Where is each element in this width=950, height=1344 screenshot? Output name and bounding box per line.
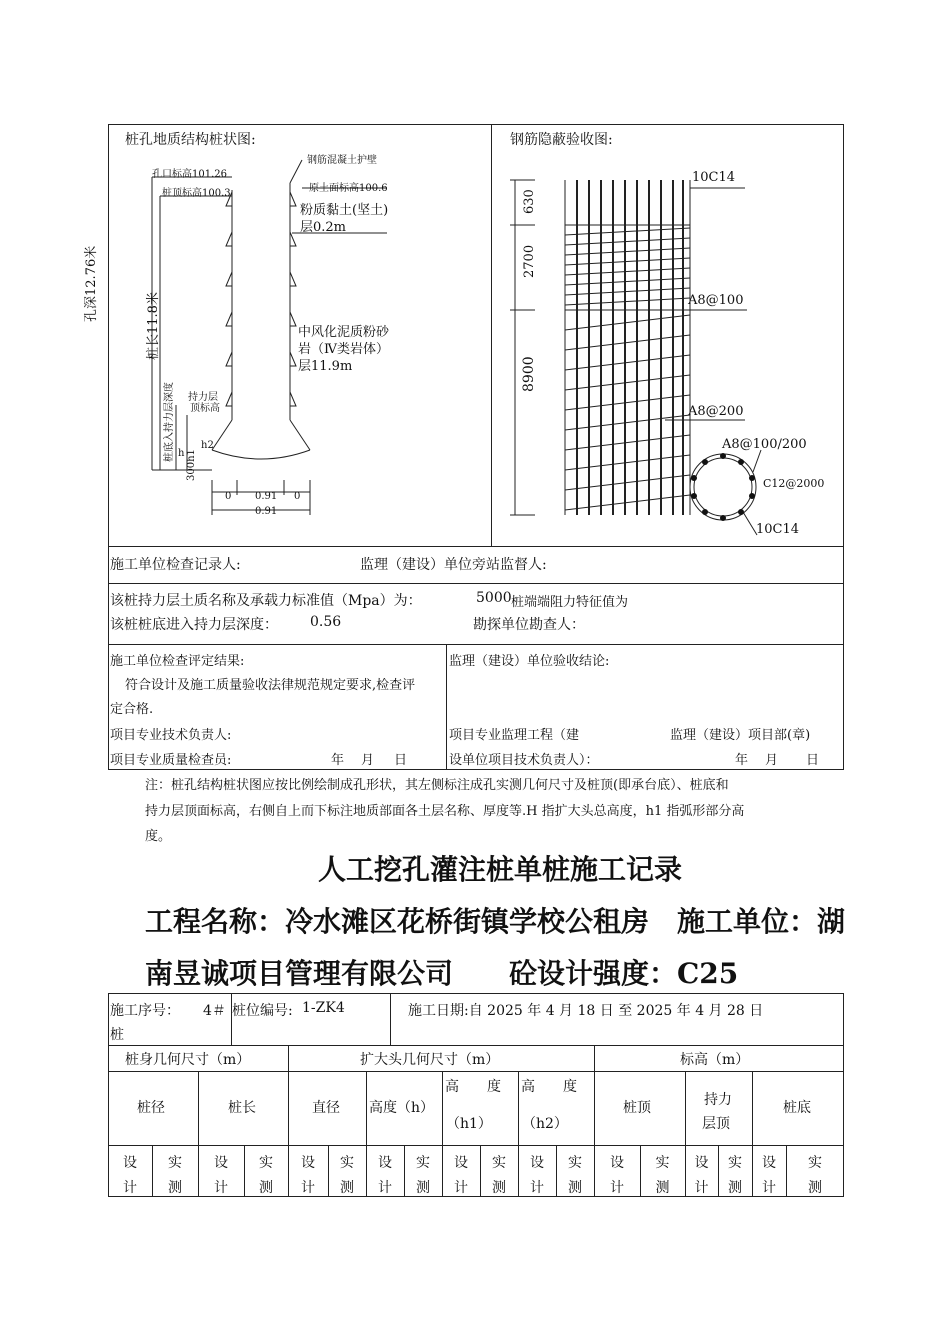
record-vline-pos <box>390 993 391 1045</box>
right-day: 日 <box>806 753 820 768</box>
design-label: 设 <box>214 1155 228 1171</box>
record-hline-2 <box>108 1071 844 1072</box>
measured-label: 测 <box>168 1180 182 1196</box>
h-label: h <box>178 448 185 459</box>
left-month: 月 <box>361 753 375 768</box>
measured-label: 实 <box>655 1155 670 1171</box>
measured-label: 测 <box>340 1180 354 1196</box>
record-vline-c7 <box>685 1071 686 1197</box>
measured-label: 实 <box>259 1155 273 1171</box>
design-label: 计 <box>762 1180 776 1196</box>
soil-tail: 桩端端阻力特征值为 <box>511 595 629 610</box>
wall-label: 钢筋混凝土护壁 <box>307 155 377 166</box>
frame-vline-bottom <box>446 644 447 770</box>
tech-lead-label: 项目专业技术负责人: <box>110 728 232 743</box>
col-h1-b: （h1） <box>446 1116 492 1132</box>
frame-hline-2 <box>108 583 844 584</box>
measured-label: 实 <box>808 1155 822 1171</box>
design-label: 设 <box>610 1155 624 1171</box>
col-bearing-b: 层顶 <box>702 1116 730 1132</box>
right-year: 年 <box>735 753 749 768</box>
date-range: 施工日期:自 2025 年 4 月 18 日 至 2025 年 4 月 28 日 <box>408 1003 764 1019</box>
design-label: 计 <box>301 1180 315 1196</box>
design-label: 设 <box>530 1155 544 1171</box>
design-label: 计 <box>610 1180 624 1196</box>
group-elev: 标高（m） <box>680 1052 750 1068</box>
measured-label: 测 <box>416 1180 430 1196</box>
soil-value: 5000 <box>476 590 512 606</box>
check-recorder-label: 施工单位检查记录人: <box>110 557 241 573</box>
left-sketch-title: 桩孔地质结构桩状图: <box>125 132 256 148</box>
sup-tech-label: 设单位项目技术负责人）： <box>449 753 599 768</box>
depth-label: 该桩桩底进入持力层深度： <box>110 617 278 633</box>
col-h2-a: 高 度 <box>521 1079 577 1095</box>
measured-label: 实 <box>492 1155 506 1171</box>
design-label: 计 <box>378 1180 392 1196</box>
measured-label: 测 <box>568 1180 582 1196</box>
rebar-main-bottom: 10C14 <box>756 522 800 537</box>
page-title: 人工挖孔灌注桩单桩施工记录 <box>317 853 682 886</box>
pos-label: 桩位编号: <box>232 1003 293 1019</box>
seq-label: 施工序号： <box>110 1003 180 1019</box>
record-hline-1 <box>108 1045 844 1046</box>
right-sketch-title: 钢筋隐蔽验收图: <box>510 132 613 148</box>
depth-value: 0.56 <box>310 614 342 630</box>
right-month: 月 <box>765 753 779 768</box>
eval-text-2: 定合格. <box>110 702 154 717</box>
col-h1-a: 高 度 <box>445 1079 501 1095</box>
ground-elev: 原土面标高100.6 <box>309 183 388 194</box>
dim-left-0: 0 <box>225 491 232 502</box>
layer1-thickness: 层0.2m <box>300 220 347 235</box>
survey-label: 勘探单位勘查人： <box>473 617 585 633</box>
col-head-h: 高度（h） <box>369 1100 435 1116</box>
eval-text-1: 符合设计及施工质量验收法律规范规定要求,检查评 <box>125 678 416 693</box>
supervise-label: 监理（建设）单位旁站监督人: <box>360 557 547 573</box>
col-pile-top: 桩顶 <box>623 1100 651 1116</box>
measured-label: 测 <box>808 1180 822 1196</box>
design-label: 计 <box>530 1180 544 1196</box>
record-vline-c5 <box>518 1071 519 1197</box>
soil-line-label: 该桩持力层土质名称及承载力标准值（Mpa）为： <box>110 593 422 609</box>
sup-title: 监理（建设）单位验收结论: <box>449 654 610 669</box>
eval-title: 施工单位检查评定结果: <box>110 654 245 669</box>
measured-label: 实 <box>728 1155 742 1171</box>
design-label: 设 <box>301 1155 315 1171</box>
record-vline-g2 <box>594 1045 595 1197</box>
pile-top-elev: 桩顶标高100.3 <box>162 188 231 199</box>
pos-value: 1-ZK4 <box>302 1000 345 1016</box>
design-label: 计 <box>454 1180 468 1196</box>
design-label: 设 <box>762 1155 776 1171</box>
layer2-class: 岩（Ⅳ类岩体） <box>298 342 389 357</box>
note-line-1: 注：桩孔结构桩状图应按比例绘制成孔形状，其左侧标注成孔实测几何尺寸及桩顶(即承台底）、桩底和 <box>145 778 729 793</box>
measured-label: 测 <box>492 1180 506 1196</box>
col-head-dia: 直径 <box>312 1100 340 1116</box>
record-hline-3 <box>108 1145 844 1146</box>
hole-top-elev: 孔口标高101.26 <box>152 169 227 180</box>
note-line-3: 度。 <box>145 829 172 844</box>
measured-label: 实 <box>568 1155 582 1171</box>
col-pile-dia: 桩径 <box>137 1100 165 1116</box>
seq-tail: 桩 <box>110 1027 124 1043</box>
seq-value: 4＃ <box>203 1003 226 1019</box>
h2-label: h2 <box>201 440 214 451</box>
group-head: 扩大头几何尺寸（m） <box>360 1052 500 1068</box>
dim-8900: 8900 <box>521 356 537 392</box>
project-line-2: 南昱诚项目管理有限公司 砼设计强度：C25 <box>145 957 739 990</box>
measured-label: 实 <box>416 1155 430 1171</box>
layer2-thickness: 层11.9m <box>298 359 353 374</box>
dim-2700: 2700 <box>522 244 537 278</box>
frame-vline-top <box>491 124 492 546</box>
design-label: 设 <box>694 1155 709 1171</box>
record-vline-c1 <box>198 1071 199 1197</box>
bearing-elev-label: 顶标高 <box>190 403 220 414</box>
left-year: 年 <box>331 753 345 768</box>
h1-label: 300h1 <box>186 449 197 481</box>
note-line-2: 持力层顶面标高，右侧自上而下标注地质部面各土层名称、厚度等.H 指扩大头总高度，h1 指弧形部分高 <box>145 804 745 819</box>
rebar-main-top: 10C14 <box>692 170 736 185</box>
hole-depth-label: 孔深12.76米 <box>84 245 99 322</box>
ring-c12: C12@2000 <box>763 477 825 490</box>
dim-mid-091: 0.91 <box>255 491 278 502</box>
layer2-name: 中风化泥质粉砂 <box>298 325 390 340</box>
group-body: 桩身几何尺寸（m） <box>125 1052 251 1068</box>
left-day: 日 <box>394 753 408 768</box>
record-vline-c8 <box>752 1071 753 1197</box>
design-label: 计 <box>694 1180 709 1196</box>
dim-total-091: 0.91 <box>255 506 278 517</box>
stirrup-a200: A8@200 <box>688 404 744 419</box>
layer1-name: 粉质黏土(坚土) <box>300 203 389 218</box>
dim-right-0: 0 <box>294 491 301 502</box>
col-pile-bottom: 桩底 <box>783 1100 811 1116</box>
col-pile-len: 桩长 <box>228 1100 256 1116</box>
frame-hline-3 <box>108 644 844 645</box>
measured-label: 测 <box>655 1180 670 1196</box>
project-line-1: 工程名称：冷水滩区花桥街镇学校公租房 施工单位：湖 <box>145 905 846 938</box>
sup-dept-label: 监理（建设）项目部(章) <box>670 728 811 743</box>
stirrup-a100: A8@100 <box>688 293 744 308</box>
design-label: 计 <box>123 1180 137 1196</box>
record-vline-c4 <box>442 1071 443 1197</box>
record-vline-g1 <box>288 1045 289 1197</box>
quality-label: 项目专业质量检查员: <box>110 753 232 768</box>
measured-label: 测 <box>728 1180 742 1196</box>
measured-label: 测 <box>259 1180 273 1196</box>
embed-depth-label: 桩底入持力层深度 <box>164 382 175 462</box>
stirrup-a100-200: A8@100/200 <box>722 437 807 452</box>
measured-label: 实 <box>168 1155 182 1171</box>
pile-length-label: 桩长11.8米 <box>146 292 161 360</box>
sup-engineer-label: 项目专业监理工程（建 <box>449 728 580 743</box>
design-label: 计 <box>214 1180 228 1196</box>
frame-hline-1 <box>108 546 844 547</box>
design-label: 设 <box>378 1155 392 1171</box>
measured-label: 实 <box>340 1155 354 1171</box>
record-vline-c3 <box>366 1071 367 1197</box>
bearing-layer-label: 持力层 <box>188 392 218 403</box>
dim-630: 630 <box>522 189 537 214</box>
design-label: 设 <box>123 1155 137 1171</box>
col-bearing-a: 持力 <box>704 1092 732 1108</box>
col-h2-b: （h2） <box>522 1116 568 1132</box>
design-label: 设 <box>454 1155 468 1171</box>
